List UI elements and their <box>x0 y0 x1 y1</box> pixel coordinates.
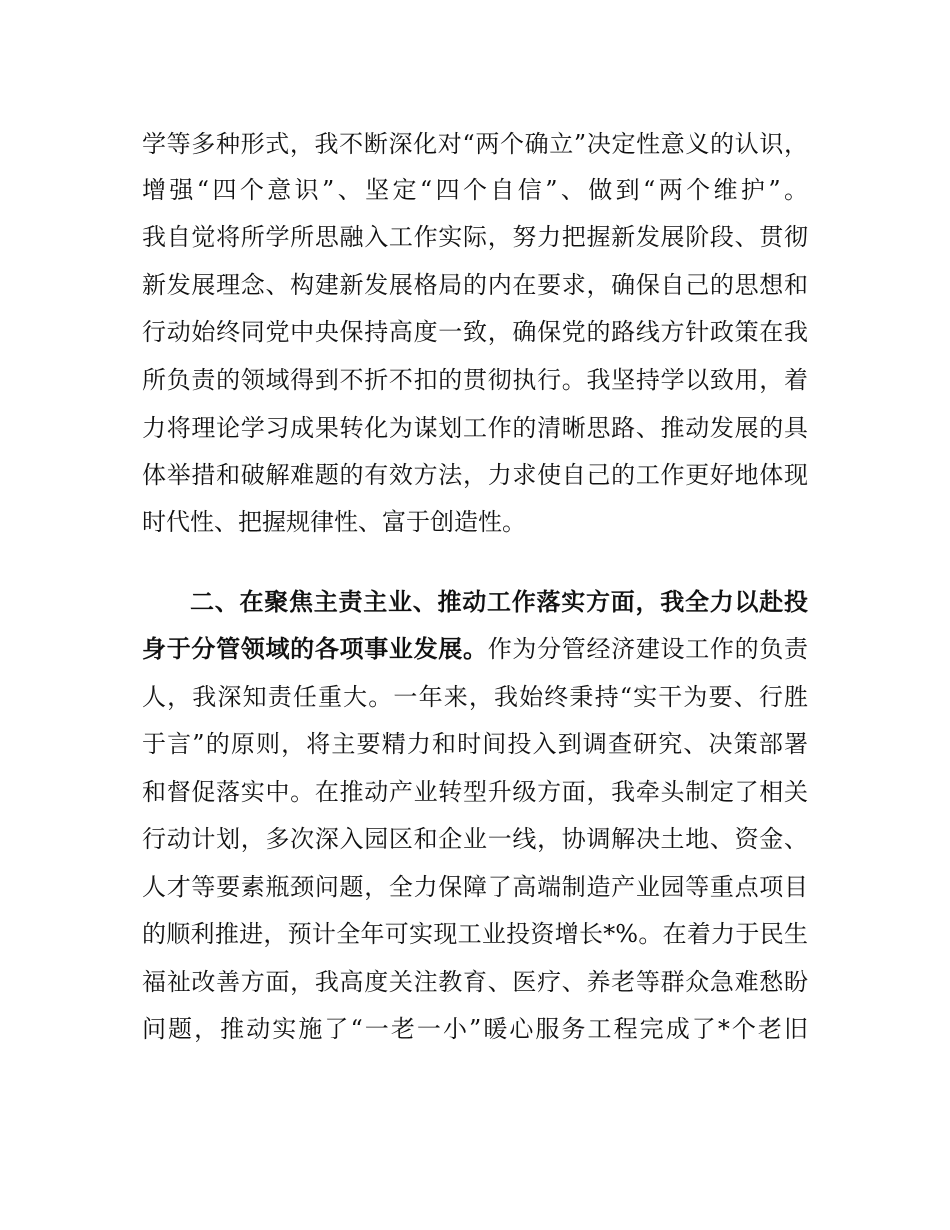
paragraph-line: 人才等要素瓶颈问题，全力保障了高端制造产业园等重点项目 <box>142 873 808 901</box>
paragraph-line: 的顺利推进，预计全年可实现工业投资增长*%。在着力于民生 <box>142 920 808 948</box>
paragraph-line: 增强“四个意识”、坚定“四个自信”、做到“两个维护”。 <box>142 176 808 204</box>
paragraph-line: 力将理论学习成果转化为谋划工作的清晰思路、推动发展的具 <box>142 414 808 442</box>
paragraph-text: 作为分管经济建设工作的负责 <box>487 635 809 663</box>
paragraph-line: 我自觉将所学所思融入工作实际，努力把握新发展阶段、贯彻 <box>142 223 808 251</box>
paragraph-line: 新发展理念、构建新发展格局的内在要求，确保自己的思想和 <box>142 271 808 299</box>
paragraph-line: 于言”的原则，将主要精力和时间投入到调查研究、决策部署 <box>142 730 808 758</box>
paragraph-line: 时代性、把握规律性、富于创造性。 <box>142 508 526 536</box>
paragraph-line: 学等多种形式，我不断深化对“两个确立”决定性意义的认识， <box>142 130 808 158</box>
section-heading: 二、在聚焦主责主业、推动工作落实方面，我全力以赴投 <box>190 588 808 616</box>
paragraph-line: 行动始终同党中央保持高度一致，确保党的路线方针政策在我 <box>142 318 808 346</box>
paragraph-line: 和督促落实中。在推动产业转型升级方面，我牵头制定了相关 <box>142 778 808 806</box>
paragraph-line: 体举措和破解难题的有效方法，力求使自己的工作更好地体现 <box>142 461 808 489</box>
paragraph-line: 福祉改善方面，我高度关注教育、医疗、养老等群众急难愁盼 <box>142 968 808 996</box>
paragraph-line: 问题，推动实施了“一老一小”暖心服务工程完成了*个老旧 <box>142 1015 808 1043</box>
paragraph-line <box>142 626 808 674</box>
paragraph-line: 人，我深知责任重大。一年来，我始终秉持“实干为要、行胜 <box>142 683 808 711</box>
paragraph-line: 行动计划，多次深入园区和企业一线，协调解决土地、资金、 <box>142 825 808 853</box>
paragraph-line: 所负责的领域得到不折不扣的贯彻执行。我坚持学以致用，着 <box>142 366 808 394</box>
section-heading-continued: 身于分管领域的各项事业发展。 <box>142 635 488 663</box>
